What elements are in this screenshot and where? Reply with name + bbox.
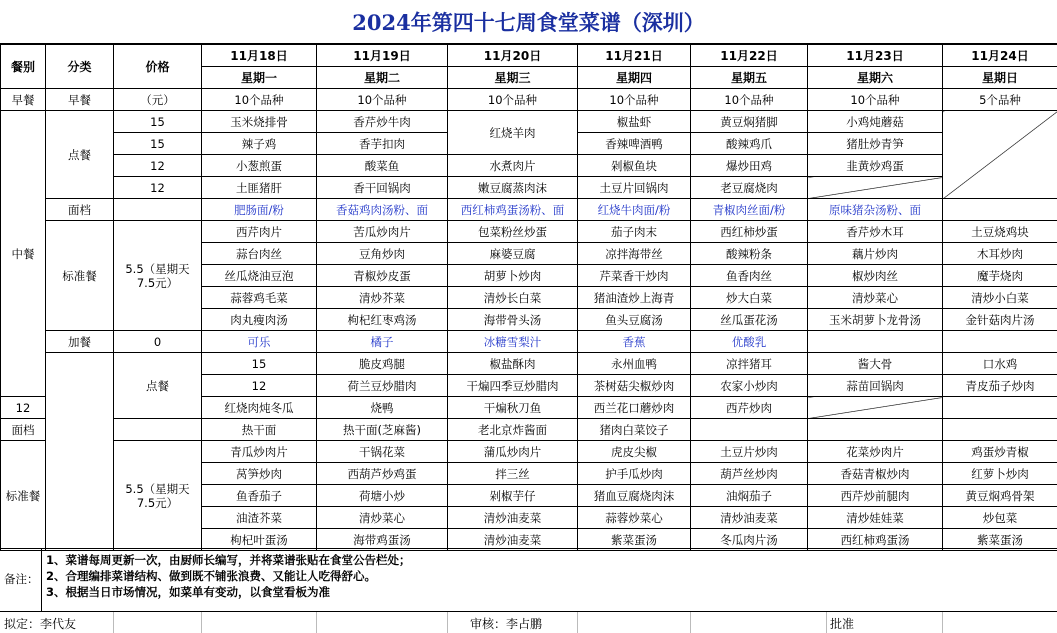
date-header: 11月22日 <box>691 45 808 67</box>
price-cell: 12 <box>114 155 202 177</box>
dish-cell: 酱大骨 <box>808 353 943 375</box>
dish-cell: 永州血鸭 <box>578 353 691 375</box>
table-row <box>1 419 1057 441</box>
dish-cell: 麻婆豆腐 <box>448 243 578 265</box>
dish-cell: 黄豆焖鸡骨架 <box>943 485 1057 507</box>
dish-cell: 清炒菜心 <box>808 287 943 309</box>
signature-footer <box>0 612 1057 633</box>
breakfast-count: 10个品种 <box>448 89 578 111</box>
dish-cell: 豆角炒肉 <box>317 243 448 265</box>
price-column-header: 价格 <box>114 45 202 89</box>
dish-cell: 油焖茄子 <box>691 485 808 507</box>
meal-label <box>46 353 114 551</box>
noodle-cell: 热干面 <box>202 419 317 441</box>
dish-cell: 海带骨头汤 <box>448 309 578 331</box>
reviewed-by: 审核：李占鹏 <box>470 617 543 631</box>
dish-cell: 水煮肉片 <box>448 155 578 177</box>
dish-cell: 清炒油麦菜 <box>691 507 808 529</box>
table-row <box>1 441 1057 463</box>
dish-cell: 青瓜炒肉片 <box>202 441 317 463</box>
dish-cell: 西芹炒肉 <box>691 397 808 419</box>
dish-cell: 蒜蓉鸡毛菜 <box>202 287 317 309</box>
empty-cell <box>943 419 1057 441</box>
dish-cell: 口水鸡 <box>943 353 1057 375</box>
dish-cell: 拌三丝 <box>448 463 578 485</box>
table-row <box>1 221 1057 243</box>
dish-cell: 香芹炒木耳 <box>808 221 943 243</box>
dish-cell: 香辣啤酒鸭 <box>578 133 691 155</box>
dish-cell: 清炒油麦菜 <box>448 529 578 551</box>
note-line: 3、根据当日市场情况，如菜单有变动，以食堂看板为准 <box>46 585 330 599</box>
empty-cell <box>943 199 1057 221</box>
date-header: 11月21日 <box>578 45 691 67</box>
dish-cell: 炒大白菜 <box>691 287 808 309</box>
dish-cell: 老豆腐烧肉 <box>691 177 808 199</box>
dish-cell: 香芹炒牛肉 <box>317 111 448 133</box>
weekday-header: 星期四 <box>578 67 691 89</box>
dish-cell: 土豆片炒肉 <box>691 441 808 463</box>
dish-cell: 鱼香茄子 <box>202 485 317 507</box>
dish-cell: 干煸秋刀鱼 <box>448 397 578 419</box>
price-cell: 12 <box>202 375 317 397</box>
noodle-cell: 肥肠面/粉 <box>202 199 317 221</box>
weekday-header: 星期日 <box>943 67 1057 89</box>
meal-column-header: 餐别 <box>1 45 46 89</box>
dish-cell: 干锅花菜 <box>317 441 448 463</box>
dish-cell: 韭黄炒鸡蛋 <box>808 155 943 177</box>
empty-cell <box>808 331 943 353</box>
dish-cell: 土豆烧鸡块 <box>943 221 1057 243</box>
breakfast-count: 10个品种 <box>691 89 808 111</box>
price-cell: 0 <box>114 331 202 353</box>
dish-cell: 花菜炒肉片 <box>808 441 943 463</box>
dish-cell: 黄豆焖猪脚 <box>691 111 808 133</box>
category-label: 面档 <box>46 199 114 221</box>
dish-cell: 荷塘小炒 <box>317 485 448 507</box>
date-header: 11月18日 <box>202 45 317 67</box>
dish-cell: 胡萝卜炒肉 <box>448 265 578 287</box>
dish-cell: 茶树菇尖椒炒肉 <box>578 375 691 397</box>
notes-label: 备注： <box>4 572 39 586</box>
dish-cell: 荷兰豆炒腊肉 <box>317 375 448 397</box>
dish-cell: 鸡蛋炒青椒 <box>943 441 1057 463</box>
date-header: 11月19日 <box>317 45 448 67</box>
breakfast-count: 10个品种 <box>317 89 448 111</box>
noodle-cell: 红烧牛肉面/粉 <box>578 199 691 221</box>
noodle-cell: 猪肉白菜饺子 <box>578 419 691 441</box>
dish-cell: 西兰花口蘑炒肉 <box>578 397 691 419</box>
dish-cell: 清炒小白菜 <box>943 287 1057 309</box>
breakfast-count: 10个品种 <box>202 89 317 111</box>
dish-cell: 西芹炒前腿肉 <box>808 485 943 507</box>
dish-cell: 金针菇肉片汤 <box>943 309 1057 331</box>
dish-cell: 清炒芥菜 <box>317 287 448 309</box>
extra-cell: 冰糖雪梨汁 <box>448 331 578 353</box>
dish-cell: 冬瓜肉片汤 <box>691 529 808 551</box>
price-cell: 15 <box>202 353 317 375</box>
price-cell <box>114 199 202 221</box>
extra-cell: 可乐 <box>202 331 317 353</box>
date-header: 11月20日 <box>448 45 578 67</box>
dish-cell: 椒盐虾 <box>578 111 691 133</box>
dish-cell: 西红柿鸡蛋汤 <box>808 529 943 551</box>
dish-cell: 香菇青椒炒肉 <box>808 463 943 485</box>
dish-cell: 青皮茄子炒肉 <box>943 375 1057 397</box>
table-row <box>1 331 1057 353</box>
dish-cell: 茄子肉末 <box>578 221 691 243</box>
dish-cell: 香干回锅肉 <box>317 177 448 199</box>
dish-cell: 油渣芥菜 <box>202 507 317 529</box>
dish-cell: 西葫芦炒鸡蛋 <box>317 463 448 485</box>
noodle-cell: 青椒肉丝面/粉 <box>691 199 808 221</box>
dish-cell: 干煸四季豆炒腊肉 <box>448 375 578 397</box>
price-cell <box>114 419 202 441</box>
dish-cell: 藕片炒肉 <box>808 243 943 265</box>
dish-cell: 葫芦丝炒肉 <box>691 463 808 485</box>
page-title: 2024年第四十七周食堂菜谱（深圳） <box>0 0 1057 44</box>
dish-cell: 椒盐酥肉 <box>448 353 578 375</box>
empty-cell <box>691 419 808 441</box>
dish-cell: 清炒长白菜 <box>448 287 578 309</box>
dish-cell: 玉米烧排骨 <box>202 111 317 133</box>
dish-cell: 丝瓜蛋花汤 <box>691 309 808 331</box>
dish-cell: 莴笋炒肉 <box>202 463 317 485</box>
dish-cell: 红烧羊肉 <box>448 111 578 155</box>
empty-cell <box>808 177 943 199</box>
dish-cell: 酸菜鱼 <box>317 155 448 177</box>
dish-cell: 凉拌海带丝 <box>578 243 691 265</box>
noodle-cell: 热干面(芝麻酱) <box>317 419 448 441</box>
category-label: 加餐 <box>46 331 114 353</box>
dish-cell: 剁椒芋仔 <box>448 485 578 507</box>
extra-cell: 优酸乳 <box>691 331 808 353</box>
noodle-cell: 老北京炸酱面 <box>448 419 578 441</box>
price-cell: （元） <box>114 89 202 111</box>
dish-cell: 凉拌猪耳 <box>691 353 808 375</box>
breakfast-count: 10个品种 <box>578 89 691 111</box>
dish-cell: 魔芋烧肉 <box>943 265 1057 287</box>
menu-table <box>0 44 1057 551</box>
date-header: 11月24日 <box>943 45 1057 67</box>
dish-cell: 鱼头豆腐汤 <box>578 309 691 331</box>
table-row <box>1 353 1057 375</box>
weekday-header: 星期一 <box>202 67 317 89</box>
dish-cell: 脆皮鸡腿 <box>317 353 448 375</box>
dish-cell: 虎皮尖椒 <box>578 441 691 463</box>
noodle-cell: 香菇鸡肉汤粉、面 <box>317 199 448 221</box>
empty-cell <box>943 111 1057 199</box>
dish-cell: 蒜蓉炒菜心 <box>578 507 691 529</box>
dish-cell: 酸辣粉条 <box>691 243 808 265</box>
breakfast-count: 10个品种 <box>808 89 943 111</box>
dish-cell: 猪血豆腐烧肉沫 <box>578 485 691 507</box>
dish-cell: 红烧肉炖冬瓜 <box>202 397 317 419</box>
note-line: 2、合理编排菜谱结构、做到既不铺张浪费、又能让人吃得舒心。 <box>46 569 376 583</box>
price-cell: 15 <box>114 133 202 155</box>
extra-cell: 香蕉 <box>578 331 691 353</box>
dish-cell: 紫菜蛋汤 <box>578 529 691 551</box>
dish-cell: 清炒油麦菜 <box>448 507 578 529</box>
dish-cell: 芹菜香干炒肉 <box>578 265 691 287</box>
dish-cell: 鱼香肉丝 <box>691 265 808 287</box>
dish-cell: 辣子鸡 <box>202 133 317 155</box>
notes-lines <box>46 552 411 600</box>
dish-cell: 剁椒鱼块 <box>578 155 691 177</box>
dish-cell: 炒包菜 <box>943 507 1057 529</box>
drafted-by: 拟定：李代友 <box>4 617 77 631</box>
dish-cell: 西红柿炒蛋 <box>691 221 808 243</box>
date-header: 11月23日 <box>808 45 943 67</box>
dish-cell: 紫菜蛋汤 <box>943 529 1057 551</box>
empty-cell <box>808 397 943 419</box>
dish-cell: 枸杞叶蛋汤 <box>202 529 317 551</box>
price-cell: 5.5（星期天7.5元） <box>114 221 202 331</box>
price-cell: 5.5（星期天7.5元） <box>114 441 202 551</box>
dish-cell: 蒜苗回锅肉 <box>808 375 943 397</box>
price-cell: 12 <box>114 177 202 199</box>
menu-table-body <box>1 45 1057 551</box>
table-row <box>1 155 1057 177</box>
price-cell: 12 <box>1 397 46 419</box>
dish-cell: 椒炒肉丝 <box>808 265 943 287</box>
category-label: 点餐 <box>114 353 202 419</box>
noodle-cell: 西红柿鸡蛋汤粉、面 <box>448 199 578 221</box>
approved-by: 批准 <box>830 617 855 631</box>
weekday-header: 星期二 <box>317 67 448 89</box>
dish-cell: 清炒菜心 <box>317 507 448 529</box>
dish-cell: 嫩豆腐蒸肉沫 <box>448 177 578 199</box>
dish-cell: 红萝卜炒肉 <box>943 463 1057 485</box>
table-row <box>1 45 1057 67</box>
dish-cell: 丝瓜烧油豆泡 <box>202 265 317 287</box>
category-label: 标准餐 <box>1 441 46 551</box>
dish-cell: 肉丸瘦肉汤 <box>202 309 317 331</box>
extra-cell: 橘子 <box>317 331 448 353</box>
table-row <box>1 89 1057 111</box>
dish-cell: 土匪猪肝 <box>202 177 317 199</box>
dish-cell: 农家小炒肉 <box>691 375 808 397</box>
meal-label: 早餐 <box>1 89 46 111</box>
notes-section <box>0 548 1057 612</box>
dish-cell: 包菜粉丝炒蛋 <box>448 221 578 243</box>
meal-label: 中餐 <box>1 111 46 397</box>
dish-cell: 爆炒田鸡 <box>691 155 808 177</box>
category-label: 早餐 <box>46 89 114 111</box>
dish-cell: 蒲瓜炒肉片 <box>448 441 578 463</box>
empty-cell <box>808 419 943 441</box>
dish-cell: 酸辣鸡爪 <box>691 133 808 155</box>
dish-cell: 小葱煎蛋 <box>202 155 317 177</box>
dish-cell: 苦瓜炒肉片 <box>317 221 448 243</box>
category-column-header: 分类 <box>46 45 114 89</box>
price-cell: 15 <box>114 111 202 133</box>
weekday-header: 星期三 <box>448 67 578 89</box>
empty-cell <box>943 331 1057 353</box>
category-label: 标准餐 <box>46 221 114 331</box>
dish-cell: 玉米胡萝卜龙骨汤 <box>808 309 943 331</box>
dish-cell: 清炒娃娃菜 <box>808 507 943 529</box>
breakfast-count: 5个品种 <box>943 89 1057 111</box>
category-label: 点餐 <box>46 111 114 199</box>
dish-cell: 海带鸡蛋汤 <box>317 529 448 551</box>
weekday-header: 星期五 <box>691 67 808 89</box>
dish-cell: 猪油渣炒上海青 <box>578 287 691 309</box>
dish-cell: 西芹肉片 <box>202 221 317 243</box>
table-row <box>1 199 1057 221</box>
dish-cell: 小鸡炖蘑菇 <box>808 111 943 133</box>
weekday-header: 星期六 <box>808 67 943 89</box>
dish-cell: 蒜台肉丝 <box>202 243 317 265</box>
dish-cell: 枸杞红枣鸡汤 <box>317 309 448 331</box>
note-line: 1、菜谱每周更新一次，由厨师长编写，并将菜谱张贴在食堂公告栏处； <box>46 553 411 567</box>
dish-cell: 烧鸭 <box>317 397 448 419</box>
dish-cell: 木耳炒肉 <box>943 243 1057 265</box>
dish-cell: 青椒炒皮蛋 <box>317 265 448 287</box>
noodle-cell: 原味猪杂汤粉、面 <box>808 199 943 221</box>
dish-cell: 猪肚炒青笋 <box>808 133 943 155</box>
table-row <box>1 177 1057 199</box>
dish-cell: 土豆片回锅肉 <box>578 177 691 199</box>
table-row <box>1 111 1057 133</box>
dish-cell: 护手瓜炒肉 <box>578 463 691 485</box>
dish-cell: 香芋扣肉 <box>317 133 448 155</box>
category-label: 面档 <box>1 419 46 441</box>
